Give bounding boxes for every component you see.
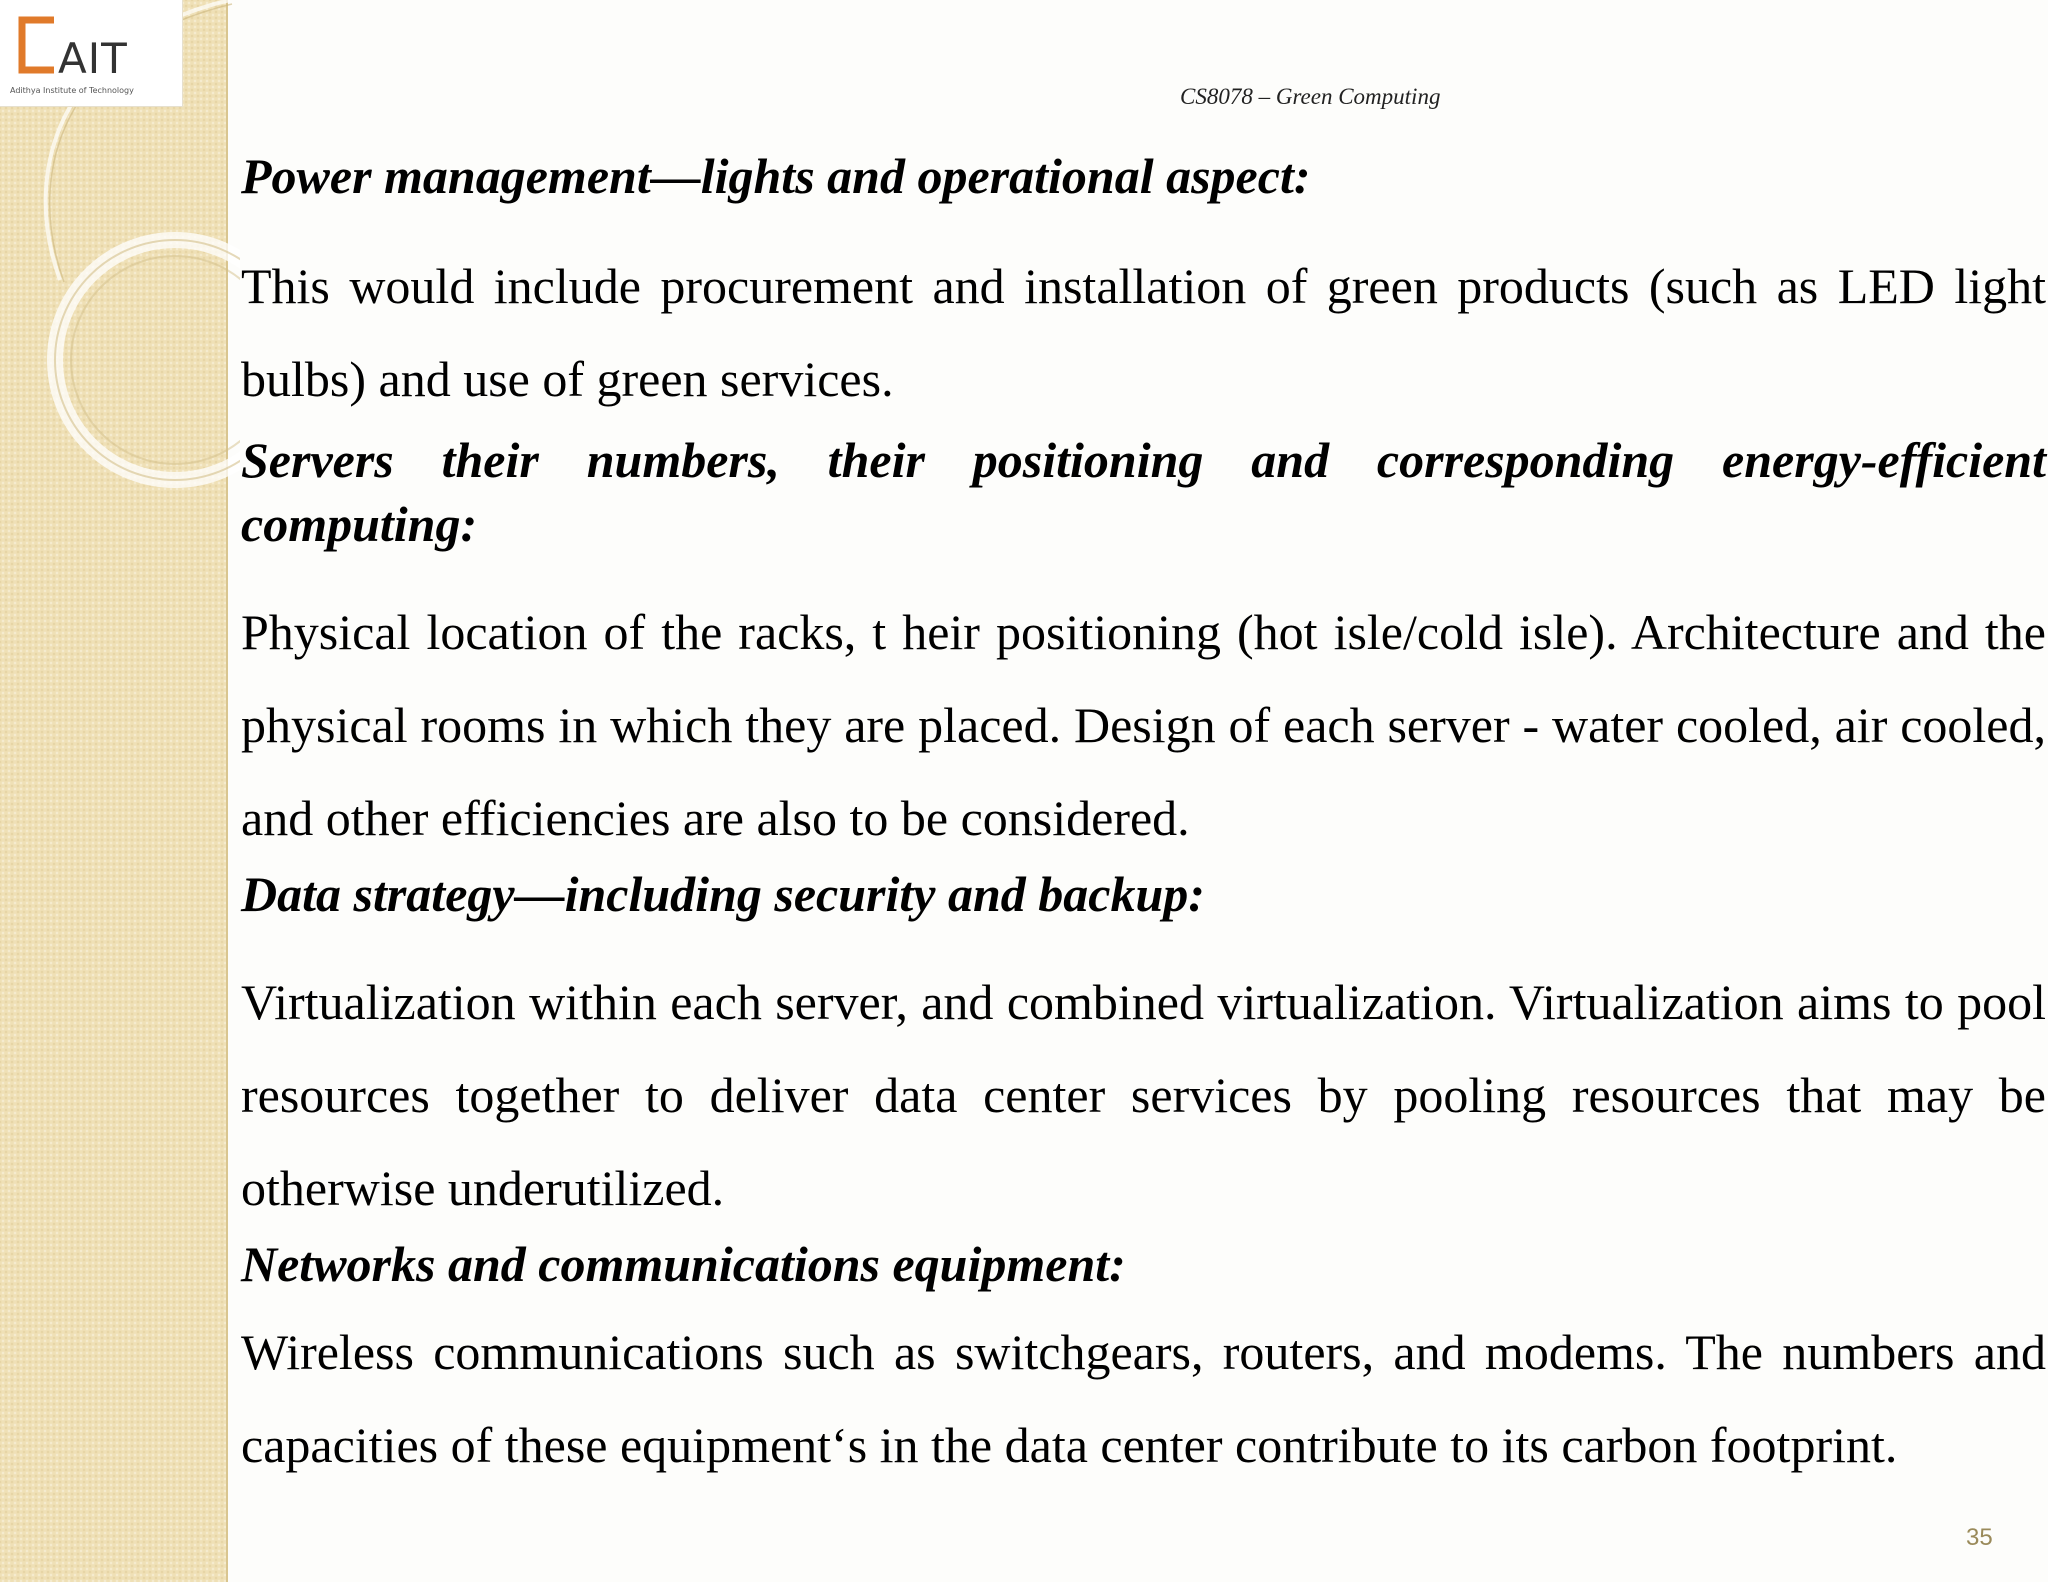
institute-logo xyxy=(0,0,183,107)
logo-text: AIT xyxy=(58,34,128,83)
section-power-management-body xyxy=(241,240,2046,426)
page-number: 35 xyxy=(1966,1524,1993,1551)
section-heading: Networks and communications equipment: xyxy=(241,1236,1126,1292)
section-heading: Data strategy—including security and backup: xyxy=(241,866,1205,922)
section-servers-body xyxy=(241,586,2046,865)
section-servers xyxy=(241,428,2046,556)
section-power-management xyxy=(241,144,2046,208)
logo-subtitle: Adithya Institute of Technology xyxy=(10,86,134,95)
logo-bracket-icon xyxy=(18,16,58,74)
section-networks xyxy=(241,1232,2046,1296)
section-body: Physical location of the racks, t heir positioning (hot isle/cold isle). Architecture and the physical rooms in which they are placed. Design of each server - water cooled, air cooled, and other efficiencies are also to be considered. xyxy=(241,604,2046,846)
section-heading: Power management—lights and operational aspect: xyxy=(241,148,1311,204)
section-networks-body xyxy=(241,1306,2046,1492)
section-data-strategy-body xyxy=(241,956,2046,1235)
section-data-strategy xyxy=(241,862,2046,926)
section-body: Wireless communications such as switchgears, routers, and modems. The numbers and capacities of these equipment‘s in the data center contribute to its carbon footprint. xyxy=(241,1324,2046,1473)
section-body: Virtualization within each server, and combined virtualization. Virtualization aims to pool resources together to deliver data center services by pooling resources that may be otherwise underutilized. xyxy=(241,974,2046,1216)
course-header: CS8078 – Green Computing xyxy=(1180,84,1441,109)
decorative-side-panel xyxy=(0,0,228,1582)
section-heading: Servers their numbers, their positioning and corresponding energy-efficient computing: xyxy=(241,432,2046,552)
section-body: This would include procurement and installation of green products (such as LED light bulbs) and use of green services. xyxy=(241,258,2046,407)
